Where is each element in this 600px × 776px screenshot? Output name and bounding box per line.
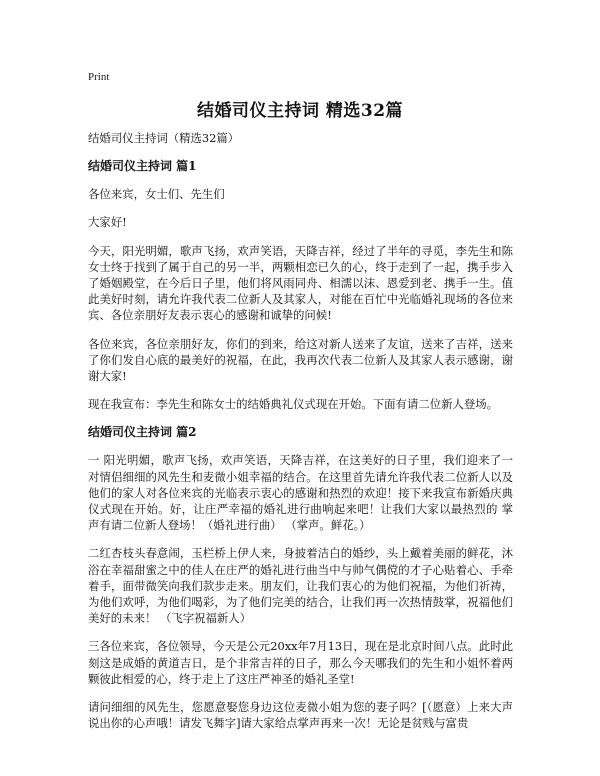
- paragraph: 今天，阳光明媚，歌声飞扬，欢声笑语，天降吉祥，经过了半年的寻觅，李先生和陈女士终于找到了属于自己的另一半，两颗相恋已久的心，终于走到了一起，携手步入了婚姻殿堂，在今后日子里，他们将风雨同舟、相濡以沫、恩爱到老、携手一生。值此美好时刻，请允许我代表二位新人及其家人，对能在百忙中光临婚礼现场的各位来宾、各位亲朋好友表示衷心的感谢和诚挚的问候!: [88, 243, 513, 323]
- paragraph: 请问细细的风先生，您愿意娶您身边这位麦微小姐为您的妻子吗？[（愿意）上来大声说出你的心声哦！请发飞舞字]请大家给点掌声再来一次！无论是贫贱与富贵: [88, 700, 513, 731]
- document-title: 结婚司仪主持词 精选32篇: [196, 101, 404, 121]
- paragraph: 三各位来宾，各位领导，今天是公元20xx年7月13日，现在是北京时间八点。此时此刻这是成婚的黄道吉日，是个非常吉祥的日子，那么今天哪我们的先生和小姐怀着两颗彼此相爱的心，终于走上了这庄严神圣的婚礼圣堂!: [88, 639, 513, 686]
- document-subtitle: 结婚司仪主持词（精选32篇）: [88, 131, 240, 145]
- paragraph: 大家好!: [88, 215, 127, 230]
- paragraph: 二红杏枝头春意闹，玉栏桥上伊人来，身披着洁白的婚纱，头上戴着美丽的鲜花，沐浴在幸福甜蜜之中的佳人在庄严的婚礼进行曲当中与帅气偶傥的才子心贴着心、手牵着手，面带微笑向我们款步走来。朋友们，让我们衷心的为他们祝福，为他们祈祷，为他们欢呼，为他们喝彩，为了他们完美的结合，让我们再一次热情鼓掌，祝福他们美好的未来！ （飞字祝福新人）: [88, 546, 513, 626]
- section-heading-1: 结婚司仪主持词 篇1: [88, 159, 197, 174]
- paragraph: 各位来宾，女士们、先生们: [88, 187, 225, 202]
- section-heading-2: 结婚司仪主持词 篇2: [88, 425, 197, 440]
- paragraph: 一 阳光明媚，歌声飞扬，欢声笑语，天降吉祥，在这美好的日子里，我们迎来了一对情侣细细的风先生和麦微小姐幸福的结合。在这里首先请允许我代表二位新人以及他们的家人对各位来宾的光临表示衷心的感谢和热烈的欢迎！接下来我宣布新婚庆典仪式现在开始。好，让庄严幸福的婚礼进行曲响起来吧！让我们大家以最热烈的 掌声有请二位新人登场！（婚礼进行曲） （掌声。鲜花。）: [88, 453, 513, 533]
- document-body: [88, 130, 513, 731]
- print-label[interactable]: Print: [88, 71, 110, 83]
- paragraph: 各位来宾，各位亲朋好友，你们的到来，给这对新人送来了友谊，送来了吉祥，送来了你们发自心底的最美好的祝福，在此，我再次代表二位新人及其家人表示感谢，谢谢大家!: [88, 336, 513, 384]
- paragraph: 现在我宣布：李先生和陈女士的结婚典礼仪式现在开始。下面有请二位新人登场。: [88, 397, 499, 412]
